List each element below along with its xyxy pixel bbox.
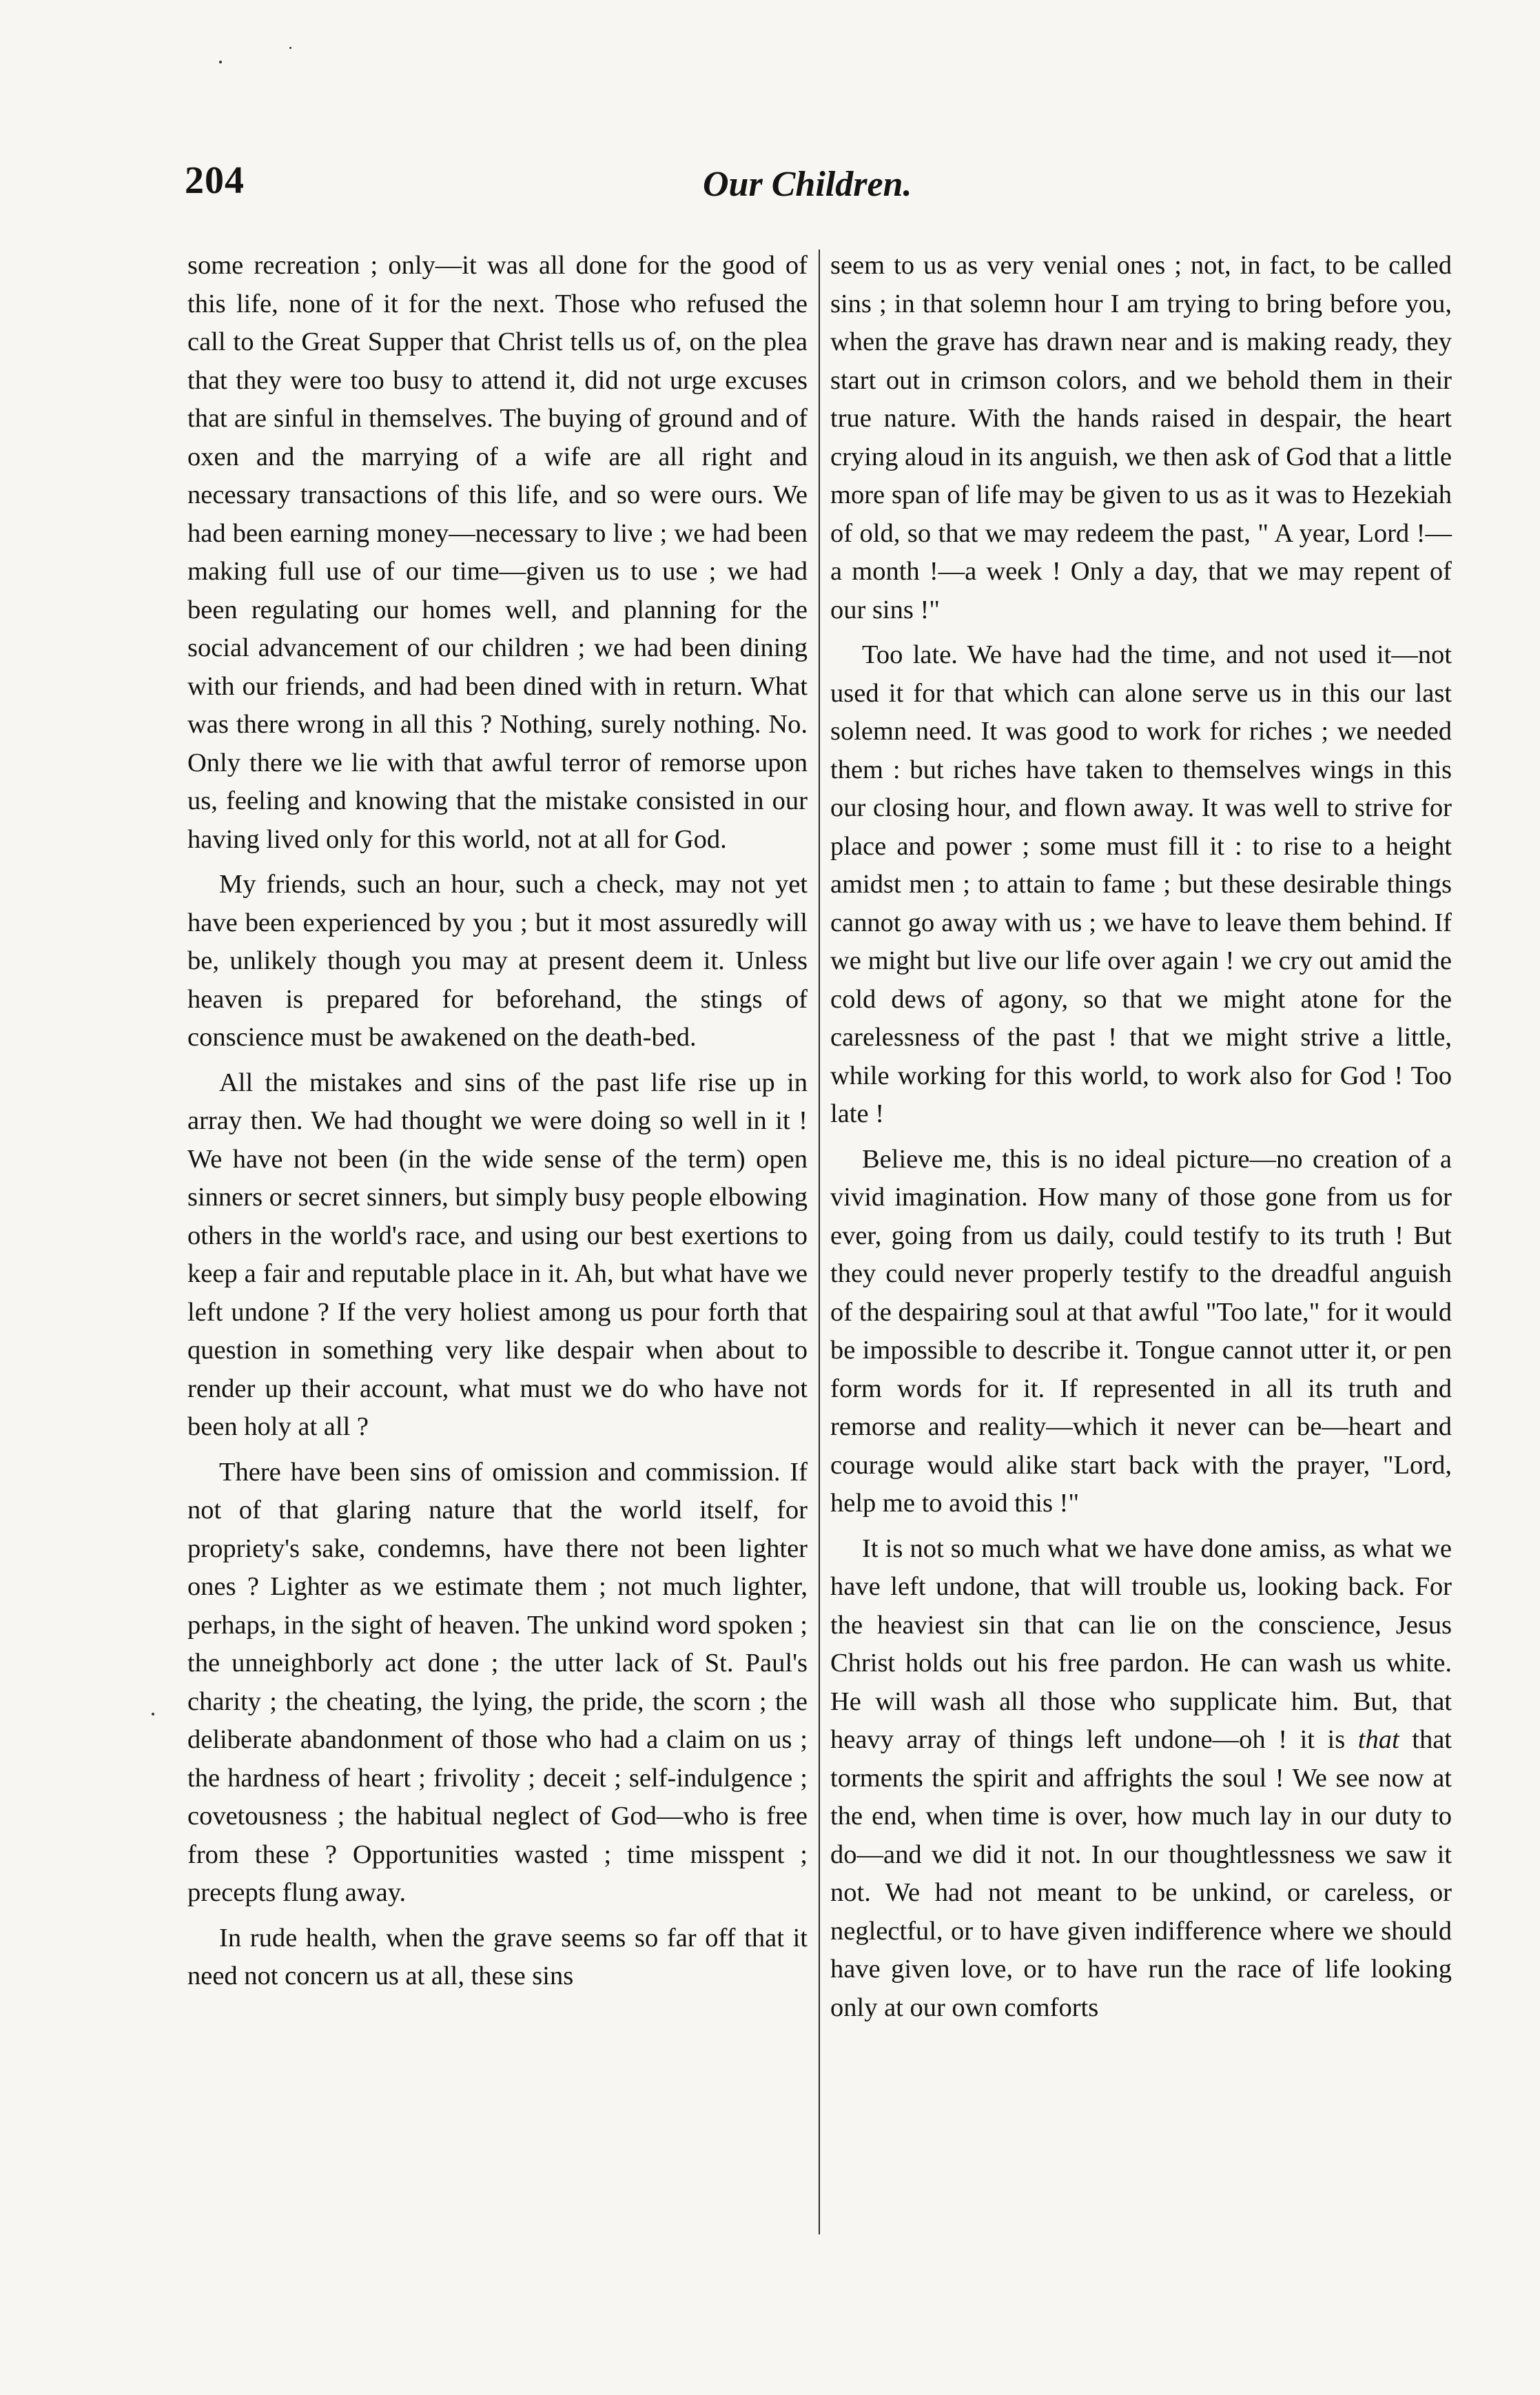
paragraph: There have been sins of omission and commission. If not of that glaring nature that the world itself, for propriety's sake, condemns, have there not been lighter ones ? Lighter as we estimate them ; not much lighter, perhaps, in the sight of heaven. The unkind word spoken ; the unneighborly act done ; the utter lack of St. Paul's charity ; the cheating, the lying, the pride, the scorn ; the deliberate abandonment of those who had a claim on us ; the hardness of heart ; frivolity ; deceit ; self-indulgence ; covetousness ; the habitual neglect of God—who is free from these ? Opportunities wasted ; time misspent ; precepts flung away. bbox=[187, 1457, 808, 1907]
print-speck bbox=[219, 61, 222, 63]
paragraph: In rude health, when the grave seems so far off that it need not concern us at all, these sins bbox=[187, 1923, 808, 1990]
page-number: 204 bbox=[185, 159, 245, 202]
left-column bbox=[187, 247, 808, 2003]
right-column bbox=[830, 247, 1452, 2034]
running-title: Our Children. bbox=[703, 165, 912, 204]
print-speck bbox=[152, 1713, 154, 1715]
paragraph: seem to us as very venial ones ; not, in fact, to be called sins ; in that solemn hour I am trying to bring before you, when the grave has drawn near and is making ready, they start out in crimson colors, and we behold them in their true nature. With the hands raised in despair, the heart crying aloud in its anguish, we then ask of God that a little more span of life may be given to us as it was to Hezekiah of old, so that we may redeem the past, " A year, Lord !—a month !—a week ! Only a day, that we may repent of our sins !" bbox=[830, 251, 1452, 624]
print-speck bbox=[289, 47, 291, 49]
paragraph bbox=[830, 1530, 1452, 2028]
paragraph-text: that torments the spirit and affrights the soul ! We see now at the end, when time is over, how much lay in our duty to do—and we did it not. In our thoughtlessness we saw it not. We had not meant to be unkind, or careless, or neglectful, or to have given indifference where we should have given love, or to have run the race of life looking only at our own comforts bbox=[830, 1725, 1452, 2022]
paragraph-text: It is not so much what we have done amiss, as what we have left undone, that will trouble us, looking back. For the heaviest sin that can lie on the conscience, Jesus Christ holds out his free pardon. He can wash us white. He will wash all those who supplicate him. But, that heavy array of things left undone—oh ! it is bbox=[830, 1533, 1452, 1754]
paragraph: All the mistakes and sins of the past life rise up in array then. We had thought we were doing so well in it ! We have not been (in the wide sense of the term) open sinners or secret sinners, but simply busy people elbowing others in the world's race, and using our best exertions to keep a fair and reputable place in it. Ah, but what have we left undone ? If the very holiest among us pour forth that question in something very like despair when about to render up their account, what must we do who have not been holy at all ? bbox=[187, 1068, 808, 1441]
paragraph: Believe me, this is no ideal picture—no creation of a vivid imagination. How many of those gone from us for ever, going from us daily, could testify to its truth ! But they could never properly testify to the dreadful anguish of the despairing soul at that awful "Too late," for it would be impossible to describe it. Tongue cannot utter it, or pen form words for it. If represented in all its truth and remorse and reality—which it never can be—heart and courage would alike start back with the prayer, "Lord, help me to avoid this !" bbox=[830, 1144, 1452, 1518]
emphasis: that bbox=[1357, 1725, 1399, 1754]
paragraph: some recreation ; only—it was all done for the good of this life, none of it for the next. Those who refused the call to the Great Supper that Christ tells us of, on the plea that they were too busy to attend it, did not urge excuses that are sinful in themselves. The buying of ground and of oxen and the marrying of a wife are all right and necessary transactions of this life, and so were ours. We had been earning money—necessary to live ; we had been making full use of our time—given us to use ; we had been regulating our homes well, and planning for the social advancement of our children ; we had been dining with our friends, and had been dined with in return. What was there wrong in all this ? Nothing, surely nothing. No. Only there we lie with that awful terror of remorse upon us, feeling and knowing that the mistake consisted in our having lived only for this world, not at all for God. bbox=[187, 251, 808, 854]
paragraph: My friends, such an hour, such a check, may not yet have been experienced by you ; but it most assuredly will be, unlikely though you may at present deem it. Unless heaven is prepared for beforehand, the stings of conscience must be awakened on the death-bed. bbox=[187, 870, 808, 1052]
column-divider bbox=[819, 249, 820, 2234]
paragraph: Too late. We have had the time, and not used it—not used it for that which can alone serve us in this our last solemn need. It was good to work for riches ; we needed them : but riches have taken to themselves wings in this our closing hour, and flown away. It was well to strive for place and power ; some must fill it : to rise to a height amidst men ; to attain to fame ; but these desirable things cannot go away with us ; we have to leave them behind. If we might but live our life over again ! we cry out amid the cold dews of agony, so that we might atone for the carelessness of the past ! that we might strive a little, while working for this world, to work also for God ! Too late ! bbox=[830, 640, 1452, 1128]
